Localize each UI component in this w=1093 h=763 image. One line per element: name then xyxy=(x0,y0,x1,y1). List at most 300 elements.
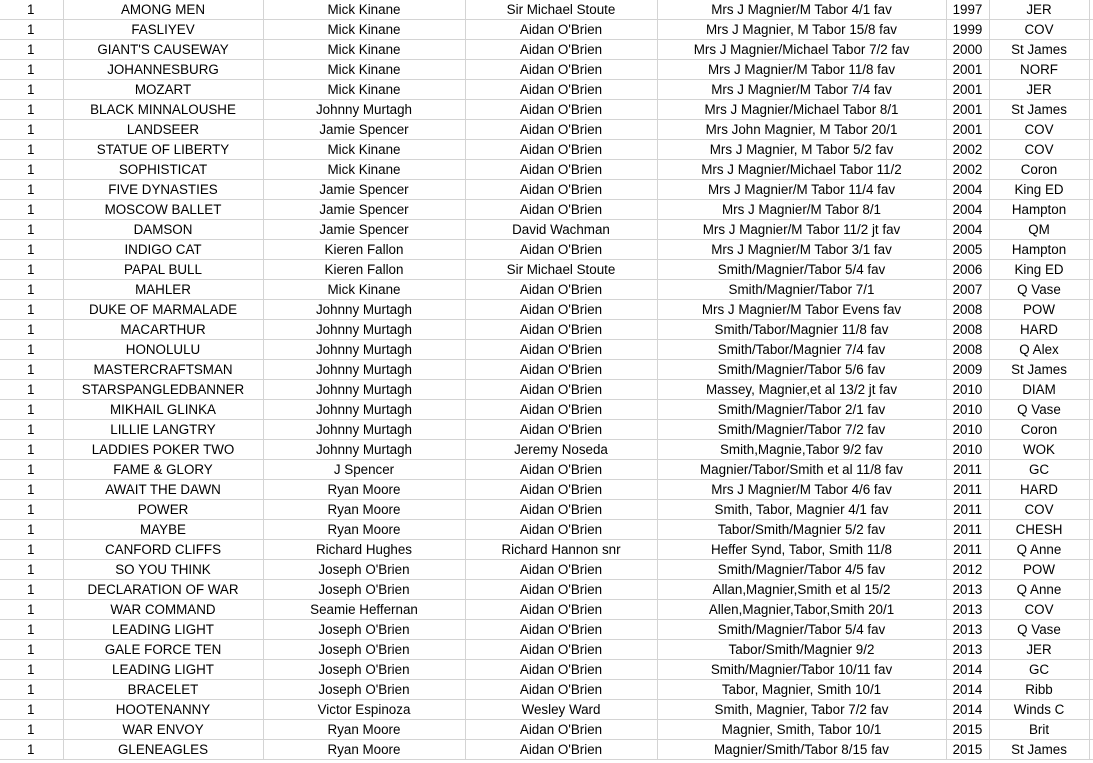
year-cell[interactable]: 2002 xyxy=(946,160,989,180)
trainer-cell[interactable]: Aidan O'Brien xyxy=(465,380,657,400)
jockey-cell[interactable]: Johnny Murtagh xyxy=(263,420,465,440)
horse-cell[interactable]: LEADING LIGHT xyxy=(63,660,263,680)
year-cell[interactable]: 2010 xyxy=(946,400,989,420)
race-cell[interactable]: King ED xyxy=(989,180,1089,200)
jockey-cell[interactable]: Mick Kinane xyxy=(263,80,465,100)
race-cell[interactable]: JER xyxy=(989,80,1089,100)
trainer-cell[interactable]: Aidan O'Brien xyxy=(465,340,657,360)
horse-cell[interactable]: MIKHAIL GLINKA xyxy=(63,400,263,420)
table-row[interactable] xyxy=(0,160,1093,180)
position-cell[interactable]: 1 xyxy=(0,700,63,720)
horse-cell[interactable]: LEADING LIGHT xyxy=(63,620,263,640)
jockey-cell[interactable]: J Spencer xyxy=(263,460,465,480)
horse-cell[interactable]: SO YOU THINK xyxy=(63,560,263,580)
position-cell[interactable]: 1 xyxy=(0,120,63,140)
empty-cell[interactable] xyxy=(1089,440,1093,460)
trainer-cell[interactable]: Aidan O'Brien xyxy=(465,100,657,120)
race-cell[interactable]: COV xyxy=(989,500,1089,520)
jockey-cell[interactable]: Joseph O'Brien xyxy=(263,640,465,660)
owner-odds-cell[interactable]: Tabor, Magnier, Smith 10/1 xyxy=(657,680,946,700)
horse-cell[interactable]: HOOTENANNY xyxy=(63,700,263,720)
empty-cell[interactable] xyxy=(1089,300,1093,320)
empty-cell[interactable] xyxy=(1089,700,1093,720)
horse-cell[interactable]: JOHANNESBURG xyxy=(63,60,263,80)
table-row[interactable] xyxy=(0,580,1093,600)
horse-cell[interactable]: DECLARATION OF WAR xyxy=(63,580,263,600)
table-row[interactable] xyxy=(0,440,1093,460)
race-cell[interactable]: COV xyxy=(989,20,1089,40)
empty-cell[interactable] xyxy=(1089,400,1093,420)
position-cell[interactable]: 1 xyxy=(0,740,63,760)
horse-cell[interactable]: MAHLER xyxy=(63,280,263,300)
year-cell[interactable]: 2004 xyxy=(946,220,989,240)
owner-odds-cell[interactable]: Smith, Magnier, Tabor 7/2 fav xyxy=(657,700,946,720)
horse-cell[interactable]: HONOLULU xyxy=(63,340,263,360)
race-cell[interactable]: Q Vase xyxy=(989,620,1089,640)
position-cell[interactable]: 1 xyxy=(0,40,63,60)
trainer-cell[interactable]: Aidan O'Brien xyxy=(465,660,657,680)
owner-odds-cell[interactable]: Mrs J Magnier/M Tabor 11/2 jt fav xyxy=(657,220,946,240)
jockey-cell[interactable]: Mick Kinane xyxy=(263,0,465,20)
position-cell[interactable]: 1 xyxy=(0,260,63,280)
owner-odds-cell[interactable]: Smith/Tabor/Magnier 11/8 fav xyxy=(657,320,946,340)
trainer-cell[interactable]: Sir Michael Stoute xyxy=(465,0,657,20)
horse-cell[interactable]: LADDIES POKER TWO xyxy=(63,440,263,460)
position-cell[interactable]: 1 xyxy=(0,140,63,160)
position-cell[interactable]: 1 xyxy=(0,300,63,320)
horse-cell[interactable]: MOZART xyxy=(63,80,263,100)
empty-cell[interactable] xyxy=(1089,620,1093,640)
trainer-cell[interactable]: Aidan O'Brien xyxy=(465,320,657,340)
horse-cell[interactable]: FAME & GLORY xyxy=(63,460,263,480)
horse-cell[interactable]: MASTERCRAFTSMAN xyxy=(63,360,263,380)
empty-cell[interactable] xyxy=(1089,120,1093,140)
jockey-cell[interactable]: Johnny Murtagh xyxy=(263,360,465,380)
position-cell[interactable]: 1 xyxy=(0,640,63,660)
position-cell[interactable]: 1 xyxy=(0,680,63,700)
position-cell[interactable]: 1 xyxy=(0,560,63,580)
year-cell[interactable]: 2001 xyxy=(946,120,989,140)
race-cell[interactable]: WOK xyxy=(989,440,1089,460)
race-cell[interactable]: JER xyxy=(989,0,1089,20)
table-row[interactable] xyxy=(0,260,1093,280)
race-cell[interactable]: Ribb xyxy=(989,680,1089,700)
owner-odds-cell[interactable]: Mrs J Magnier/M Tabor 11/4 fav xyxy=(657,180,946,200)
trainer-cell[interactable]: Aidan O'Brien xyxy=(465,460,657,480)
table-row[interactable] xyxy=(0,420,1093,440)
position-cell[interactable]: 1 xyxy=(0,220,63,240)
trainer-cell[interactable]: Aidan O'Brien xyxy=(465,120,657,140)
owner-odds-cell[interactable]: Mrs John Magnier, M Tabor 20/1 xyxy=(657,120,946,140)
year-cell[interactable]: 2011 xyxy=(946,460,989,480)
year-cell[interactable]: 2015 xyxy=(946,740,989,760)
table-row[interactable] xyxy=(0,620,1093,640)
empty-cell[interactable] xyxy=(1089,460,1093,480)
race-cell[interactable]: Coron xyxy=(989,420,1089,440)
table-row[interactable] xyxy=(0,140,1093,160)
position-cell[interactable]: 1 xyxy=(0,600,63,620)
horse-cell[interactable]: WAR COMMAND xyxy=(63,600,263,620)
trainer-cell[interactable]: Aidan O'Brien xyxy=(465,740,657,760)
table-row[interactable] xyxy=(0,80,1093,100)
empty-cell[interactable] xyxy=(1089,60,1093,80)
year-cell[interactable]: 2014 xyxy=(946,660,989,680)
horse-cell[interactable]: DUKE OF MARMALADE xyxy=(63,300,263,320)
jockey-cell[interactable]: Mick Kinane xyxy=(263,40,465,60)
table-row[interactable] xyxy=(0,220,1093,240)
empty-cell[interactable] xyxy=(1089,140,1093,160)
horse-cell[interactable]: POWER xyxy=(63,500,263,520)
jockey-cell[interactable]: Joseph O'Brien xyxy=(263,660,465,680)
owner-odds-cell[interactable]: Tabor/Smith/Magnier 9/2 xyxy=(657,640,946,660)
jockey-cell[interactable]: Joseph O'Brien xyxy=(263,620,465,640)
race-cell[interactable]: DIAM xyxy=(989,380,1089,400)
empty-cell[interactable] xyxy=(1089,560,1093,580)
race-cell[interactable]: King ED xyxy=(989,260,1089,280)
empty-cell[interactable] xyxy=(1089,200,1093,220)
position-cell[interactable]: 1 xyxy=(0,0,63,20)
year-cell[interactable]: 2009 xyxy=(946,360,989,380)
jockey-cell[interactable]: Johnny Murtagh xyxy=(263,400,465,420)
year-cell[interactable]: 2013 xyxy=(946,620,989,640)
jockey-cell[interactable]: Richard Hughes xyxy=(263,540,465,560)
empty-cell[interactable] xyxy=(1089,160,1093,180)
horse-cell[interactable]: MAYBE xyxy=(63,520,263,540)
trainer-cell[interactable]: Aidan O'Brien xyxy=(465,560,657,580)
table-row[interactable] xyxy=(0,320,1093,340)
horse-cell[interactable]: GLENEAGLES xyxy=(63,740,263,760)
owner-odds-cell[interactable]: Mrs J Magnier/Michael Tabor 11/2 xyxy=(657,160,946,180)
jockey-cell[interactable]: Mick Kinane xyxy=(263,60,465,80)
jockey-cell[interactable]: Johnny Murtagh xyxy=(263,320,465,340)
race-cell[interactable]: CHESH xyxy=(989,520,1089,540)
owner-odds-cell[interactable]: Smith/Magnier/Tabor 4/5 fav xyxy=(657,560,946,580)
year-cell[interactable]: 2001 xyxy=(946,80,989,100)
trainer-cell[interactable]: Aidan O'Brien xyxy=(465,60,657,80)
table-row[interactable] xyxy=(0,340,1093,360)
position-cell[interactable]: 1 xyxy=(0,180,63,200)
race-cell[interactable]: Q Vase xyxy=(989,280,1089,300)
trainer-cell[interactable]: Aidan O'Brien xyxy=(465,300,657,320)
race-cell[interactable]: St James xyxy=(989,100,1089,120)
owner-odds-cell[interactable]: Allen,Magnier,Tabor,Smith 20/1 xyxy=(657,600,946,620)
race-cell[interactable]: HARD xyxy=(989,480,1089,500)
horse-cell[interactable]: STARSPANGLEDBANNER xyxy=(63,380,263,400)
jockey-cell[interactable]: Jamie Spencer xyxy=(263,220,465,240)
race-cell[interactable]: Q Alex xyxy=(989,340,1089,360)
trainer-cell[interactable]: Aidan O'Brien xyxy=(465,420,657,440)
jockey-cell[interactable]: Mick Kinane xyxy=(263,280,465,300)
race-cell[interactable]: COV xyxy=(989,120,1089,140)
trainer-cell[interactable]: Aidan O'Brien xyxy=(465,40,657,60)
table-row[interactable] xyxy=(0,740,1093,760)
horse-cell[interactable]: SOPHISTICAT xyxy=(63,160,263,180)
position-cell[interactable]: 1 xyxy=(0,420,63,440)
horse-cell[interactable]: CANFORD CLIFFS xyxy=(63,540,263,560)
owner-odds-cell[interactable]: Mrs J Magnier, M Tabor 15/8 fav xyxy=(657,20,946,40)
race-cell[interactable]: COV xyxy=(989,600,1089,620)
jockey-cell[interactable]: Joseph O'Brien xyxy=(263,580,465,600)
owner-odds-cell[interactable]: Tabor/Smith/Magnier 5/2 fav xyxy=(657,520,946,540)
trainer-cell[interactable]: Aidan O'Brien xyxy=(465,160,657,180)
table-row[interactable] xyxy=(0,560,1093,580)
year-cell[interactable]: 2015 xyxy=(946,720,989,740)
trainer-cell[interactable]: Sir Michael Stoute xyxy=(465,260,657,280)
race-cell[interactable]: Q Vase xyxy=(989,400,1089,420)
jockey-cell[interactable]: Johnny Murtagh xyxy=(263,340,465,360)
horse-cell[interactable]: DAMSON xyxy=(63,220,263,240)
position-cell[interactable]: 1 xyxy=(0,720,63,740)
owner-odds-cell[interactable]: Mrs J Magnier, M Tabor 5/2 fav xyxy=(657,140,946,160)
trainer-cell[interactable]: Wesley Ward xyxy=(465,700,657,720)
year-cell[interactable]: 2011 xyxy=(946,540,989,560)
race-cell[interactable]: JER xyxy=(989,640,1089,660)
owner-odds-cell[interactable]: Mrs J Magnier/M Tabor 4/6 fav xyxy=(657,480,946,500)
owner-odds-cell[interactable]: Mrs J Magnier/M Tabor 11/8 fav xyxy=(657,60,946,80)
position-cell[interactable]: 1 xyxy=(0,500,63,520)
race-cell[interactable]: NORF xyxy=(989,60,1089,80)
owner-odds-cell[interactable]: Allan,Magnier,Smith et al 15/2 xyxy=(657,580,946,600)
trainer-cell[interactable]: Aidan O'Brien xyxy=(465,600,657,620)
position-cell[interactable]: 1 xyxy=(0,580,63,600)
empty-cell[interactable] xyxy=(1089,80,1093,100)
horse-cell[interactable]: MACARTHUR xyxy=(63,320,263,340)
horse-cell[interactable]: GIANT'S CAUSEWAY xyxy=(63,40,263,60)
jockey-cell[interactable]: Jamie Spencer xyxy=(263,120,465,140)
empty-cell[interactable] xyxy=(1089,100,1093,120)
empty-cell[interactable] xyxy=(1089,40,1093,60)
position-cell[interactable]: 1 xyxy=(0,240,63,260)
jockey-cell[interactable]: Ryan Moore xyxy=(263,720,465,740)
race-cell[interactable]: Brit xyxy=(989,720,1089,740)
trainer-cell[interactable]: Aidan O'Brien xyxy=(465,20,657,40)
jockey-cell[interactable]: Kieren Fallon xyxy=(263,260,465,280)
year-cell[interactable]: 2011 xyxy=(946,520,989,540)
jockey-cell[interactable]: Jamie Spencer xyxy=(263,180,465,200)
race-cell[interactable]: QM xyxy=(989,220,1089,240)
owner-odds-cell[interactable]: Smith,Magnie,Tabor 9/2 fav xyxy=(657,440,946,460)
table-row[interactable] xyxy=(0,500,1093,520)
table-row[interactable] xyxy=(0,120,1093,140)
position-cell[interactable]: 1 xyxy=(0,60,63,80)
horse-cell[interactable]: BRACELET xyxy=(63,680,263,700)
table-row[interactable] xyxy=(0,660,1093,680)
year-cell[interactable]: 2013 xyxy=(946,640,989,660)
horse-cell[interactable]: PAPAL BULL xyxy=(63,260,263,280)
position-cell[interactable]: 1 xyxy=(0,20,63,40)
empty-cell[interactable] xyxy=(1089,680,1093,700)
trainer-cell[interactable]: Aidan O'Brien xyxy=(465,180,657,200)
empty-cell[interactable] xyxy=(1089,260,1093,280)
jockey-cell[interactable]: Ryan Moore xyxy=(263,480,465,500)
table-row[interactable] xyxy=(0,240,1093,260)
empty-cell[interactable] xyxy=(1089,740,1093,760)
empty-cell[interactable] xyxy=(1089,520,1093,540)
empty-cell[interactable] xyxy=(1089,640,1093,660)
position-cell[interactable]: 1 xyxy=(0,400,63,420)
empty-cell[interactable] xyxy=(1089,420,1093,440)
trainer-cell[interactable]: Aidan O'Brien xyxy=(465,580,657,600)
owner-odds-cell[interactable]: Mrs J Magnier/Michael Tabor 7/2 fav xyxy=(657,40,946,60)
owner-odds-cell[interactable]: Smith/Magnier/Tabor 7/2 fav xyxy=(657,420,946,440)
year-cell[interactable]: 2008 xyxy=(946,340,989,360)
year-cell[interactable]: 2002 xyxy=(946,140,989,160)
table-row[interactable] xyxy=(0,540,1093,560)
empty-cell[interactable] xyxy=(1089,580,1093,600)
jockey-cell[interactable]: Kieren Fallon xyxy=(263,240,465,260)
year-cell[interactable]: 2008 xyxy=(946,300,989,320)
position-cell[interactable]: 1 xyxy=(0,360,63,380)
jockey-cell[interactable]: Ryan Moore xyxy=(263,520,465,540)
position-cell[interactable]: 1 xyxy=(0,460,63,480)
empty-cell[interactable] xyxy=(1089,660,1093,680)
owner-odds-cell[interactable]: Massey, Magnier,et al 13/2 jt fav xyxy=(657,380,946,400)
jockey-cell[interactable]: Ryan Moore xyxy=(263,740,465,760)
trainer-cell[interactable]: Aidan O'Brien xyxy=(465,500,657,520)
horse-cell[interactable]: INDIGO CAT xyxy=(63,240,263,260)
horse-cell[interactable]: WAR ENVOY xyxy=(63,720,263,740)
race-cell[interactable]: Q Anne xyxy=(989,580,1089,600)
trainer-cell[interactable]: Aidan O'Brien xyxy=(465,80,657,100)
owner-odds-cell[interactable]: Smith/Tabor/Magnier 7/4 fav xyxy=(657,340,946,360)
jockey-cell[interactable]: Mick Kinane xyxy=(263,160,465,180)
jockey-cell[interactable]: Joseph O'Brien xyxy=(263,680,465,700)
table-row[interactable] xyxy=(0,0,1093,20)
empty-cell[interactable] xyxy=(1089,720,1093,740)
owner-odds-cell[interactable]: Smith/Magnier/Tabor 5/4 fav xyxy=(657,260,946,280)
jockey-cell[interactable]: Johnny Murtagh xyxy=(263,380,465,400)
jockey-cell[interactable]: Johnny Murtagh xyxy=(263,440,465,460)
position-cell[interactable]: 1 xyxy=(0,520,63,540)
table-row[interactable] xyxy=(0,60,1093,80)
race-cell[interactable]: Q Anne xyxy=(989,540,1089,560)
race-cell[interactable]: St James xyxy=(989,740,1089,760)
owner-odds-cell[interactable]: Mrs J Magnier/M Tabor Evens fav xyxy=(657,300,946,320)
empty-cell[interactable] xyxy=(1089,540,1093,560)
jockey-cell[interactable]: Mick Kinane xyxy=(263,20,465,40)
race-cell[interactable]: Winds C xyxy=(989,700,1089,720)
table-row[interactable] xyxy=(0,600,1093,620)
trainer-cell[interactable]: Aidan O'Brien xyxy=(465,720,657,740)
position-cell[interactable]: 1 xyxy=(0,320,63,340)
race-cell[interactable]: St James xyxy=(989,40,1089,60)
owner-odds-cell[interactable]: Mrs J Magnier/M Tabor 3/1 fav xyxy=(657,240,946,260)
owner-odds-cell[interactable]: Heffer Synd, Tabor, Smith 11/8 xyxy=(657,540,946,560)
jockey-cell[interactable]: Mick Kinane xyxy=(263,140,465,160)
position-cell[interactable]: 1 xyxy=(0,280,63,300)
empty-cell[interactable] xyxy=(1089,380,1093,400)
table-row[interactable] xyxy=(0,200,1093,220)
year-cell[interactable]: 2011 xyxy=(946,480,989,500)
year-cell[interactable]: 2013 xyxy=(946,600,989,620)
horse-cell[interactable]: AWAIT THE DAWN xyxy=(63,480,263,500)
year-cell[interactable]: 2010 xyxy=(946,420,989,440)
position-cell[interactable]: 1 xyxy=(0,200,63,220)
race-cell[interactable]: Hampton xyxy=(989,240,1089,260)
trainer-cell[interactable]: Jeremy Noseda xyxy=(465,440,657,460)
year-cell[interactable]: 2004 xyxy=(946,180,989,200)
race-cell[interactable]: Coron xyxy=(989,160,1089,180)
horse-cell[interactable]: LANDSEER xyxy=(63,120,263,140)
jockey-cell[interactable]: Johnny Murtagh xyxy=(263,100,465,120)
table-row[interactable] xyxy=(0,640,1093,660)
table-row[interactable] xyxy=(0,480,1093,500)
position-cell[interactable]: 1 xyxy=(0,380,63,400)
empty-cell[interactable] xyxy=(1089,320,1093,340)
trainer-cell[interactable]: Aidan O'Brien xyxy=(465,200,657,220)
empty-cell[interactable] xyxy=(1089,220,1093,240)
jockey-cell[interactable]: Victor Espinoza xyxy=(263,700,465,720)
owner-odds-cell[interactable]: Magnier/Tabor/Smith et al 11/8 fav xyxy=(657,460,946,480)
race-cell[interactable]: COV xyxy=(989,140,1089,160)
position-cell[interactable]: 1 xyxy=(0,540,63,560)
empty-cell[interactable] xyxy=(1089,480,1093,500)
race-cell[interactable]: Hampton xyxy=(989,200,1089,220)
trainer-cell[interactable]: Aidan O'Brien xyxy=(465,140,657,160)
table-row[interactable] xyxy=(0,40,1093,60)
horse-cell[interactable]: BLACK MINNALOUSHE xyxy=(63,100,263,120)
position-cell[interactable]: 1 xyxy=(0,440,63,460)
year-cell[interactable]: 2006 xyxy=(946,260,989,280)
table-row[interactable] xyxy=(0,180,1093,200)
race-cell[interactable]: St James xyxy=(989,360,1089,380)
owner-odds-cell[interactable]: Mrs J Magnier/M Tabor 4/1 fav xyxy=(657,0,946,20)
table-row[interactable] xyxy=(0,20,1093,40)
year-cell[interactable]: 2001 xyxy=(946,60,989,80)
table-row[interactable] xyxy=(0,700,1093,720)
year-cell[interactable]: 2011 xyxy=(946,500,989,520)
trainer-cell[interactable]: Aidan O'Brien xyxy=(465,480,657,500)
table-row[interactable] xyxy=(0,100,1093,120)
year-cell[interactable]: 2010 xyxy=(946,380,989,400)
trainer-cell[interactable]: Aidan O'Brien xyxy=(465,680,657,700)
owner-odds-cell[interactable]: Smith/Magnier/Tabor 10/11 fav xyxy=(657,660,946,680)
horse-cell[interactable]: FASLIYEV xyxy=(63,20,263,40)
year-cell[interactable]: 2000 xyxy=(946,40,989,60)
jockey-cell[interactable]: Seamie Heffernan xyxy=(263,600,465,620)
year-cell[interactable]: 2014 xyxy=(946,700,989,720)
position-cell[interactable]: 1 xyxy=(0,480,63,500)
race-cell[interactable]: GC xyxy=(989,460,1089,480)
position-cell[interactable]: 1 xyxy=(0,340,63,360)
owner-odds-cell[interactable]: Mrs J Magnier/M Tabor 8/1 xyxy=(657,200,946,220)
year-cell[interactable]: 1997 xyxy=(946,0,989,20)
empty-cell[interactable] xyxy=(1089,180,1093,200)
race-cell[interactable]: HARD xyxy=(989,320,1089,340)
owner-odds-cell[interactable]: Smith/Magnier/Tabor 5/4 fav xyxy=(657,620,946,640)
year-cell[interactable]: 2007 xyxy=(946,280,989,300)
trainer-cell[interactable]: Aidan O'Brien xyxy=(465,620,657,640)
table-row[interactable] xyxy=(0,280,1093,300)
jockey-cell[interactable]: Joseph O'Brien xyxy=(263,560,465,580)
empty-cell[interactable] xyxy=(1089,280,1093,300)
owner-odds-cell[interactable]: Smith/Magnier/Tabor 5/6 fav xyxy=(657,360,946,380)
horse-cell[interactable]: LILLIE LANGTRY xyxy=(63,420,263,440)
owner-odds-cell[interactable]: Smith/Magnier/Tabor 2/1 fav xyxy=(657,400,946,420)
race-cell[interactable]: POW xyxy=(989,560,1089,580)
table-row[interactable] xyxy=(0,680,1093,700)
empty-cell[interactable] xyxy=(1089,600,1093,620)
owner-odds-cell[interactable]: Magnier, Smith, Tabor 10/1 xyxy=(657,720,946,740)
race-cell[interactable]: GC xyxy=(989,660,1089,680)
table-row[interactable] xyxy=(0,380,1093,400)
year-cell[interactable]: 2001 xyxy=(946,100,989,120)
year-cell[interactable]: 2005 xyxy=(946,240,989,260)
table-row[interactable] xyxy=(0,720,1093,740)
owner-odds-cell[interactable]: Mrs J Magnier/Michael Tabor 8/1 xyxy=(657,100,946,120)
jockey-cell[interactable]: Jamie Spencer xyxy=(263,200,465,220)
empty-cell[interactable] xyxy=(1089,360,1093,380)
